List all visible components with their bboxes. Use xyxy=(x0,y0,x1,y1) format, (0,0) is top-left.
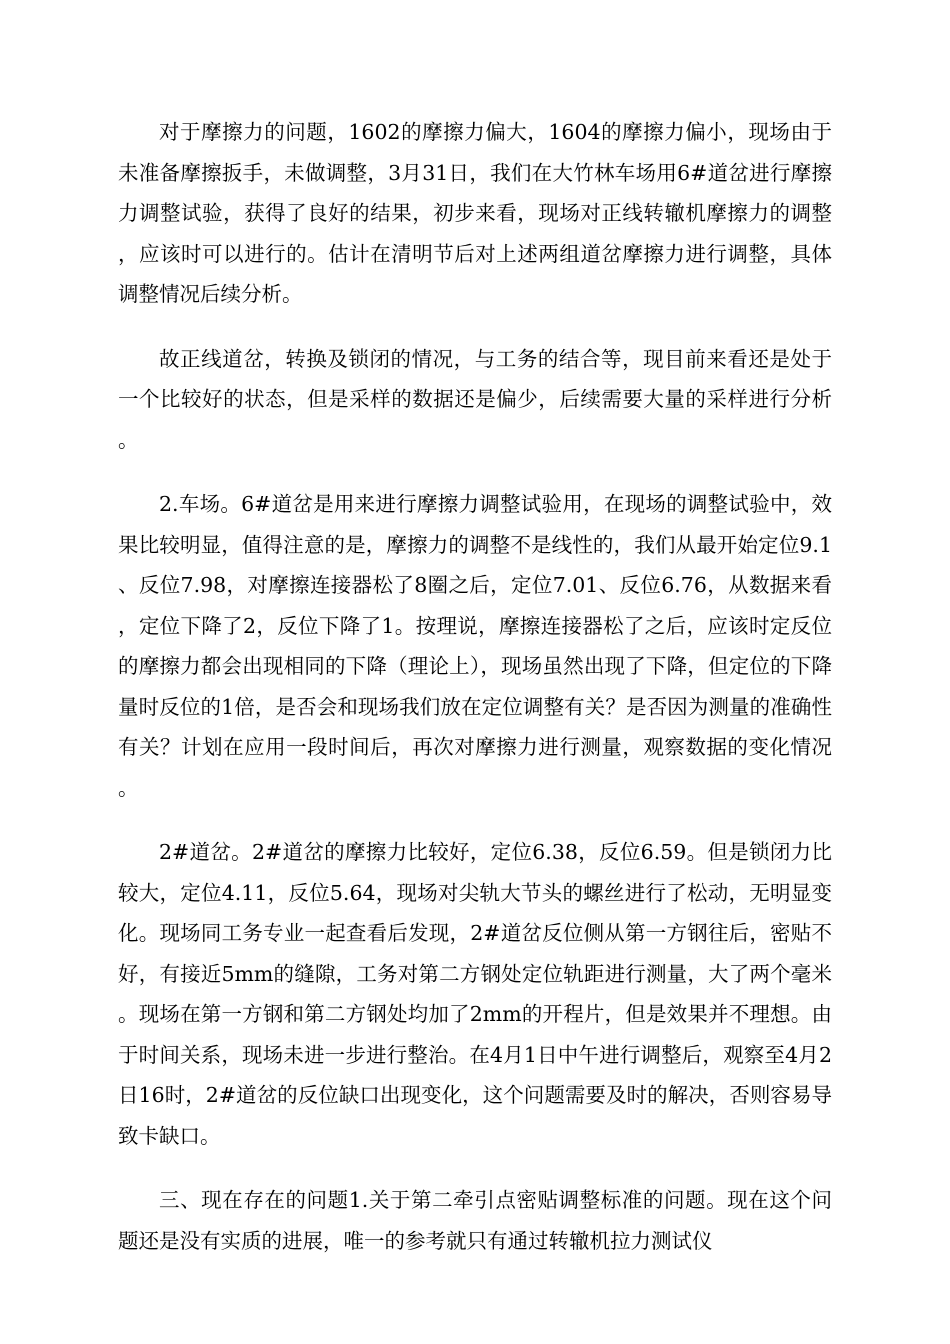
paragraph-depot-switch-6: 2.车场。6#道岔是用来进行摩擦力调整试验用，在现场的调整试验中，效果比较明显，值得注意的是，摩擦力的调整不是线性的，我们从最开始定位9.1、反位7.98，对摩擦连接器松了8圈之后，定位7.01、反位6.76，从数据来看，定位下降了2，反位下降了1。按理说，摩擦连接器松了之后，应该时定反位的摩擦力都会出现相同的下降（理论上），现场虽然出现了下降，但定位的下降量时反位的1倍，是否会和现场我们放在定位调整有关？是否因为测量的准确性有关？计划在应用一段时间后，再次对摩擦力进行测量，观察数据的变化情况。 xyxy=(118,492,832,800)
paragraph-mainline-summary: 故正线道岔，转换及锁闭的情况，与工务的结合等，现目前来看还是处于一个比较好的状态，但是采样的数据还是偏少，后续需要大量的采样进行分析。 xyxy=(118,346,832,452)
paragraph-existing-problems: 三、现在存在的问题1.关于第二牵引点密贴调整标准的问题。现在这个问题还是没有实质的进展，唯一的参考就只有通过转辙机拉力测试仪 xyxy=(118,1188,832,1253)
document-body xyxy=(118,112,832,1261)
paragraph-friction-issue: 对于摩擦力的问题，1602的摩擦力偏大，1604的摩擦力偏小，现场由于未准备摩擦扳手，未做调整，3月31日，我们在大竹林车场用6#道岔进行摩擦力调整试验，获得了良好的结果，初步来看，现场对正线转辙机摩擦力的调整，应该时可以进行的。估计在清明节后对上述两组道岔摩擦力进行调整，具体调整情况后续分析。 xyxy=(118,120,832,306)
paragraph-switch-2: 2#道岔。2#道岔的摩擦力比较好，定位6.38，反位6.59。但是锁闭力比较大，定位4.11，反位5.64，现场对尖轨大节头的螺丝进行了松动，无明显变化。现场同工务专业一起查看后发现，2#道岔反位侧从第一方钢往后，密贴不好，有接近5mm的缝隙，工务对第二方钢处定位轨距进行测量，大了两个毫米。现场在第一方钢和第二方钢处均加了2mm的开程片，但是效果并不理想。由于时间关系，现场未进一步进行整治。在4月1日中午进行调整后，观察至4月2日16时，2#道岔的反位缺口出现变化，这个问题需要及时的解决，否则容易导致卡缺口。 xyxy=(118,840,832,1148)
